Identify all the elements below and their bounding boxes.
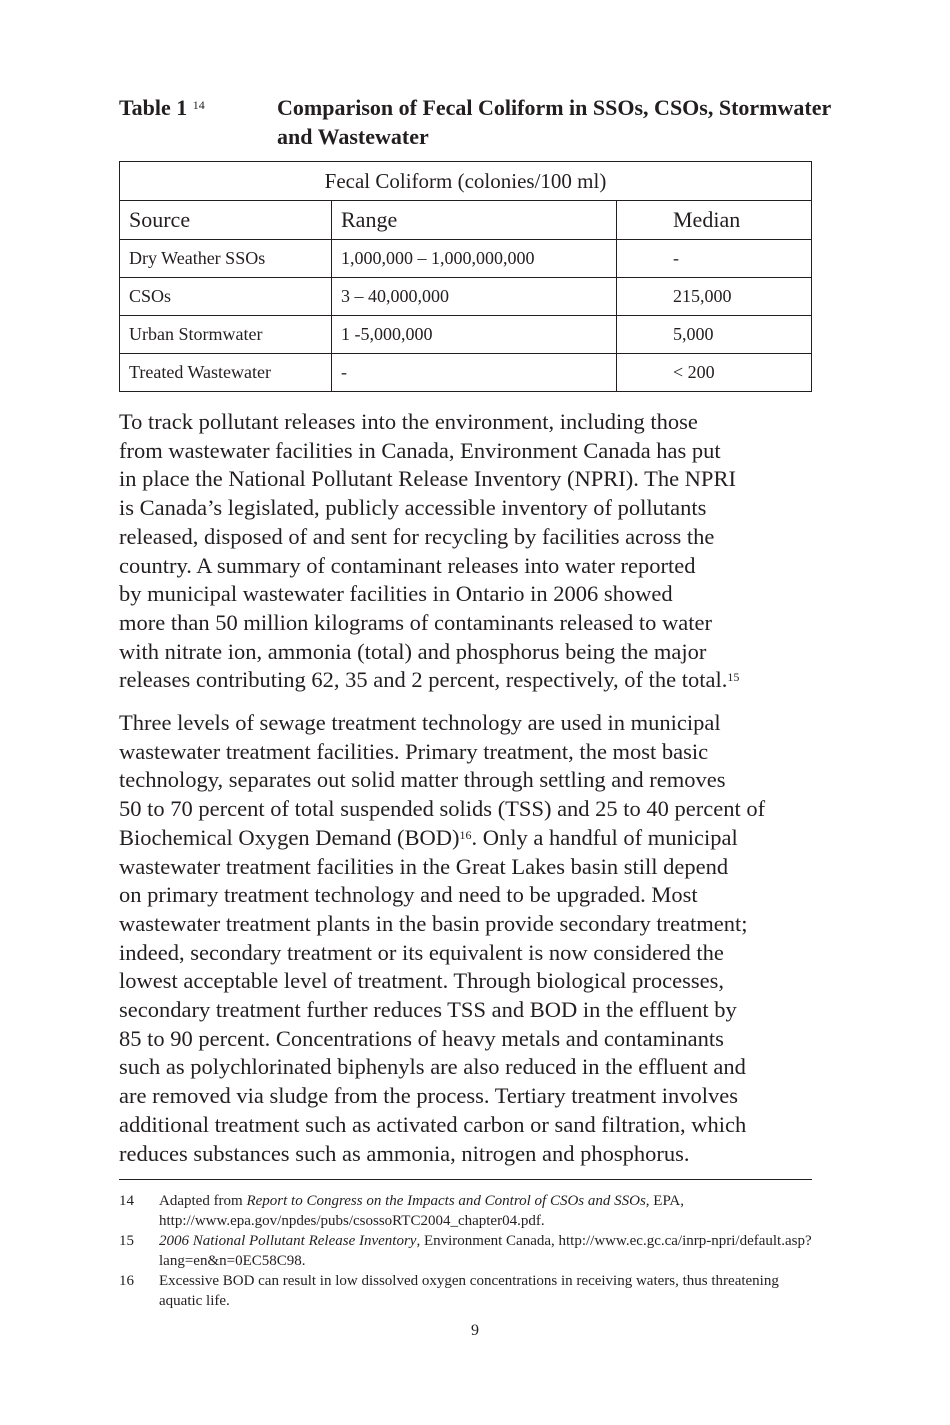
line-text: is Canada’s legislated, publicly accessible inventory of pollutants	[119, 495, 707, 521]
text-line	[119, 967, 819, 996]
cell-median: -	[617, 240, 812, 278]
text-line	[119, 552, 819, 581]
line-text: reduces substances such as ammonia, nitrogen and phosphorus.	[119, 1140, 690, 1166]
footnote-ref[interactable]: 15	[727, 670, 740, 685]
column-header-range: Range	[332, 201, 617, 240]
line-text: country. A summary of contaminant releases into water reported	[119, 552, 696, 578]
table-title: Comparison of Fecal Coliform in SSOs, CSOs, Stormwater and Wastewater	[277, 95, 831, 149]
cell-range: 3 – 40,000,000	[332, 278, 617, 316]
footnote-15	[119, 1232, 819, 1271]
text-line	[119, 1053, 819, 1082]
table-label: Table 1 $^{14}$	[119, 95, 205, 120]
table-row	[120, 240, 812, 278]
table-row	[120, 278, 812, 316]
text-line	[119, 824, 819, 853]
text-line	[119, 465, 819, 494]
line-text: wastewater treatment plants in the basin provide secondary treatment;	[119, 910, 748, 936]
text-line	[119, 766, 819, 795]
text-line	[119, 738, 819, 767]
footnote-ref[interactable]: 16	[459, 827, 472, 842]
page-number: 9	[471, 1322, 479, 1339]
text-line	[119, 996, 819, 1025]
paragraph-treatment-levels	[119, 709, 819, 1168]
cell-range: 1 -5,000,000	[332, 316, 617, 354]
table-row	[120, 354, 812, 392]
line-text: with nitrate ion, ammonia (total) and phosphorus being the major	[119, 638, 707, 664]
line-text: . Only a handful of municipal	[471, 824, 738, 850]
paragraph-npri	[119, 408, 819, 695]
line-text: 85 to 90 percent. Concentrations of heavy metals and contaminants	[119, 1025, 724, 1051]
text-line	[119, 1140, 819, 1169]
footnote-divider	[119, 1179, 812, 1180]
cell-source: Treated Wastewater	[120, 354, 332, 392]
text-line	[119, 437, 819, 466]
text-line	[119, 853, 819, 882]
footnote-ref: 14	[192, 98, 205, 112]
line-text: such as polychlorinated biphenyls are also reduced in the effluent and	[119, 1054, 746, 1080]
cell-source: CSOs	[120, 278, 332, 316]
line-text: secondary treatment further reduces TSS and BOD in the effluent by	[119, 997, 737, 1023]
text-line	[119, 1025, 819, 1054]
cell-source: Urban Stormwater	[120, 316, 332, 354]
footnote-16	[119, 1272, 819, 1311]
footnote-number: 16	[119, 1273, 134, 1289]
line-text: by municipal wastewater facilities in Ontario in 2006 showed	[119, 581, 673, 607]
text-line	[119, 709, 819, 738]
cell-source: Dry Weather SSOs	[120, 240, 332, 278]
line-text: To track pollutant releases into the environment, including those	[119, 409, 698, 434]
text-line	[119, 1111, 819, 1140]
text-line	[119, 795, 819, 824]
line-text: are removed via sludge from the process. Tertiary treatment involves	[119, 1083, 739, 1109]
line-text: Biochemical Oxygen Demand (BOD)	[119, 824, 460, 850]
text-line	[119, 939, 819, 968]
line-text: more than 50 million kilograms of contaminants released to water	[119, 609, 712, 635]
cell-median: 215,000	[617, 278, 812, 316]
footnotes	[119, 1192, 819, 1312]
text-line	[119, 1082, 819, 1111]
footnote-text: , EPA, http://www.epa.gov/npdes/pubs/csossoRTC2004_chapter04.pdf.	[159, 1193, 685, 1229]
line-text: Three levels of sewage treatment technology are used in municipal	[119, 710, 721, 735]
line-text: additional treatment such as activated carbon or sand filtration, which	[119, 1111, 747, 1137]
line-text: 50 to 70 percent of total suspended solids (TSS) and 25 to 40 percent of	[119, 796, 766, 822]
line-text: released, disposed of and sent for recycling by facilities across the	[119, 523, 715, 549]
line-text: in place the National Pollutant Release Inventory (NPRI). The NPRI	[119, 466, 736, 492]
cell-median: 5,000	[617, 316, 812, 354]
text-line	[119, 881, 819, 910]
cell-range: -	[332, 354, 617, 392]
footnote-title: Report to Congress on the Impacts and Control of CSOs and SSOs	[246, 1193, 646, 1209]
text-line	[119, 494, 819, 523]
text-line	[119, 580, 819, 609]
line-text: from wastewater facilities in Canada, Environment Canada has put	[119, 437, 721, 463]
footnote-title: 2006 National Pollutant Release Inventory	[159, 1233, 417, 1249]
column-header-median: Median	[617, 201, 812, 240]
text-line	[119, 609, 819, 638]
footnote-text: , Environment Canada, http://www.ec.gc.ca/inrp-npri/default.asp?lang=en&n=0EC58C98.	[159, 1233, 812, 1269]
footnote-number: 15	[119, 1233, 134, 1249]
footnote-14	[119, 1192, 819, 1231]
text-line	[119, 523, 819, 552]
line-text: releases contributing 62, 35 and 2 percent, respectively, of the total.	[119, 667, 728, 693]
footnote-number: 14	[119, 1193, 134, 1209]
line-text: lowest acceptable level of treatment. Through biological processes,	[119, 968, 724, 994]
table-span-header: Fecal Coliform (colonies/100 ml)	[120, 162, 812, 201]
cell-median: < 200	[617, 354, 812, 392]
fecal-coliform-table	[119, 161, 812, 392]
line-text: on primary treatment technology and need to be upgraded. Most	[119, 882, 698, 908]
text-line	[119, 910, 819, 939]
text-line	[119, 666, 819, 695]
text-line	[119, 638, 819, 667]
footnote-text: Excessive BOD can result in low dissolved oxygen concentrations in receiving waters, thus threatening aquatic life.	[159, 1273, 779, 1309]
column-header-source: Source	[120, 201, 332, 240]
line-text: technology, separates out solid matter through settling and removes	[119, 767, 726, 793]
footnote-text: Adapted from	[159, 1193, 247, 1209]
line-text: wastewater treatment facilities in the Great Lakes basin still depend	[119, 853, 729, 879]
line-text: wastewater treatment facilities. Primary treatment, the most basic	[119, 738, 709, 764]
table-row	[120, 316, 812, 354]
line-text: indeed, secondary treatment or its equivalent is now considered the	[119, 939, 724, 965]
cell-range: 1,000,000 – 1,000,000,000	[332, 240, 617, 278]
text-line	[119, 408, 819, 437]
